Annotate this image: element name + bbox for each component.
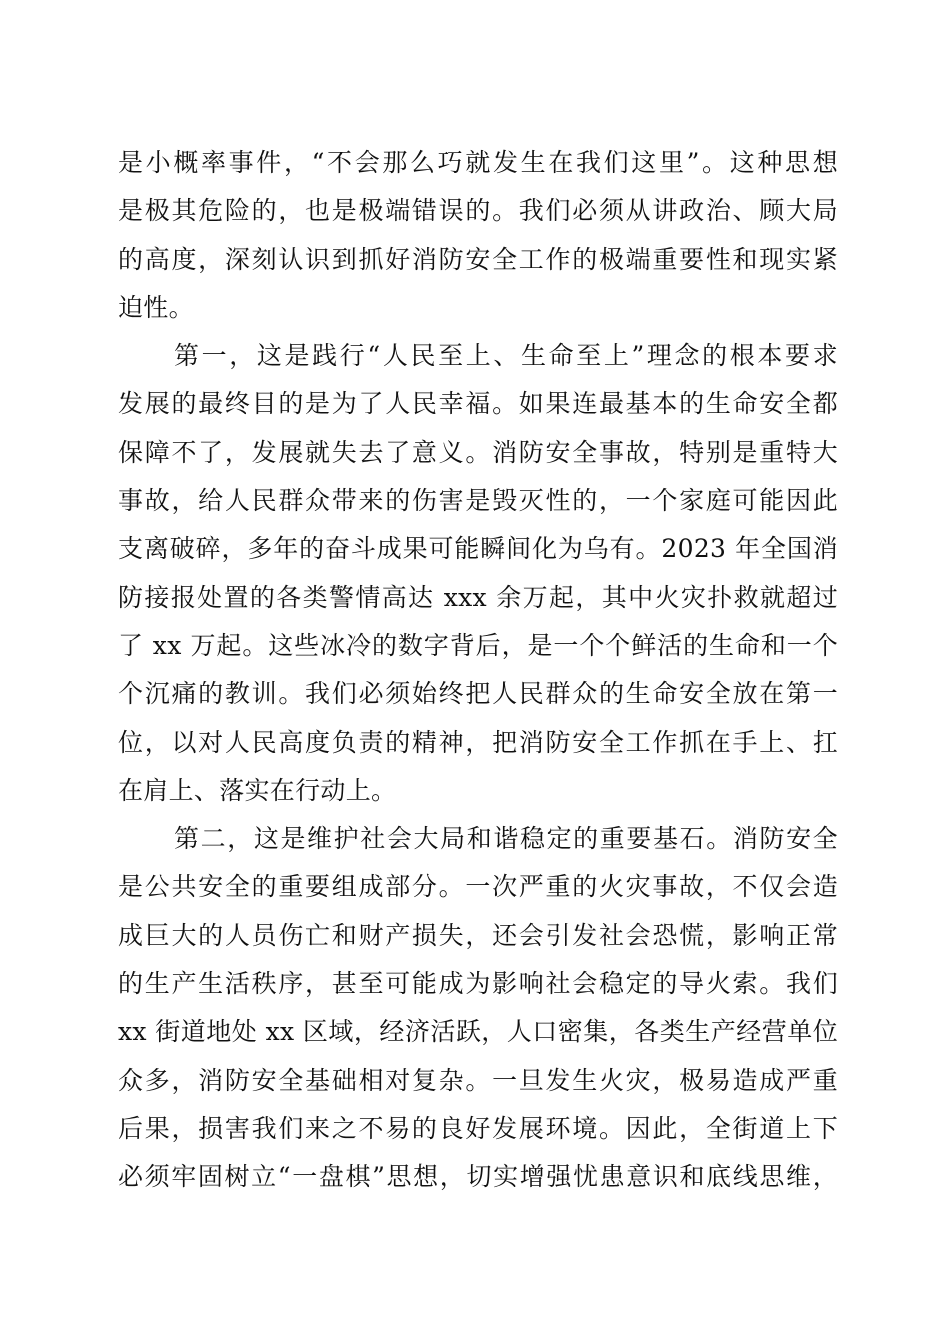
text-line: 成巨大的人员伤亡和财产损失，还会引发社会恐慌，影响正常 [118,920,838,950]
paragraph-2 [118,332,838,815]
text-line: 必须牢固树立“一盘棋”思想，切实增强忧患意识和底线思维， [118,1162,838,1192]
body-text [118,139,838,1202]
text-line: 是极其危险的，也是极端错误的。我们必须从讲政治、顾大局 [118,196,838,226]
text-line: 防接报处置的各类警情高达 xxx 余万起，其中火灾扑救就超过 [118,582,838,612]
text-line: 众多，消防安全基础相对复杂。一旦发生火灾，极易造成严重 [118,1065,838,1095]
text-line: 后果，损害我们来之不易的良好发展环境。因此，全街道上下 [118,1113,838,1143]
text-line: 位，以对人民高度负责的精神，把消防安全工作抓在手上、扛 [118,727,838,757]
text-line: 是公共安全的重要组成部分。一次严重的火灾事故，不仅会造 [118,872,838,902]
text-line: 事故，给人民群众带来的伤害是毁灭性的，一个家庭可能因此 [118,486,838,516]
text-line: 的生产生活秩序，甚至可能成为影响社会稳定的导火索。我们 [118,969,838,999]
text-line: 迫性。 [118,292,194,322]
text-line: xx 街道地处 xx 区域，经济活跃，人口密集，各类生产经营单位 [118,1017,838,1047]
text-line: 在肩上、落实在行动上。 [118,775,397,805]
text-line: 发展的最终目的是为了人民幸福。如果连最基本的生命安全都 [118,389,838,419]
paragraph-heading-line: 第二，这是维护社会大局和谐稳定的重要基石。消防安全 [174,824,838,854]
paragraph-heading-line: 第一，这是践行“人民至上、生命至上”理念的根本要求 [174,341,838,371]
paragraph-3 [118,815,838,1201]
text-line: 支离破碎，多年的奋斗成果可能瞬间化为乌有。2023 年全国消 [118,534,838,564]
text-line: 保障不了，发展就失去了意义。消防安全事故，特别是重特大 [118,437,838,467]
text-line: 个沉痛的教训。我们必须始终把人民群众的生命安全放在第一 [118,679,838,709]
text-line: 了 xx 万起。这些冰冷的数字背后，是一个个鲜活的生命和一个 [118,630,839,660]
text-line: 的高度，深刻认识到抓好消防安全工作的极端重要性和现实紧 [118,244,838,274]
paragraph-1 [118,139,838,332]
text-line: 是小概率事件，“不会那么巧就发生在我们这里”。这种思想 [118,148,838,177]
